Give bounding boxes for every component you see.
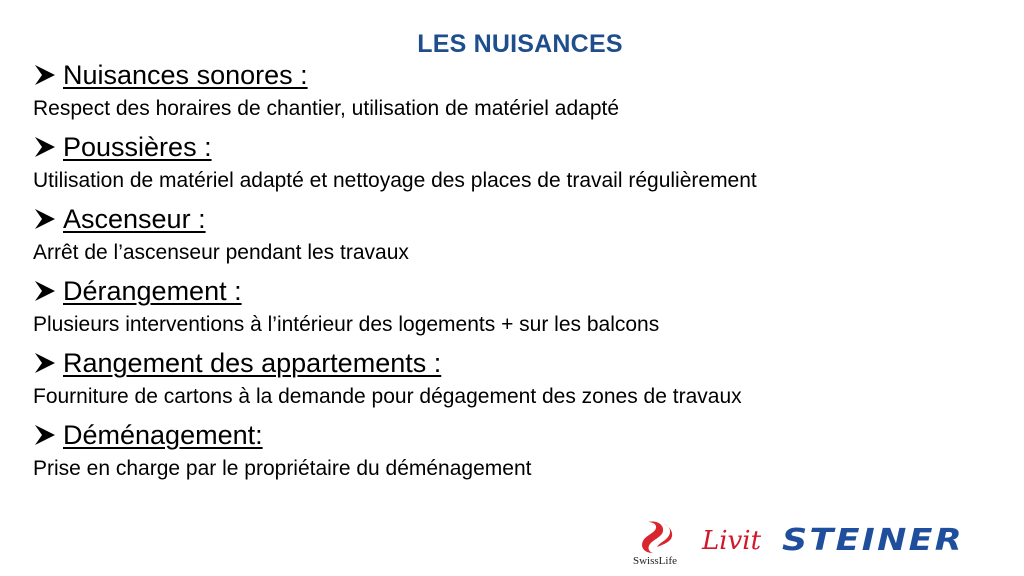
item-heading [33,415,993,455]
list-item [33,343,993,415]
item-description: Respect des horaires de chantier, utilisation de matériel adapté [33,97,620,120]
svg-text:SwissLife: SwissLife [633,555,677,567]
item-heading-text: Ascenseur : [63,204,206,234]
item-description: Prise en charge par le propriétaire du déménagement [33,457,532,480]
item-heading-text: Dérangement : [63,276,242,306]
list-item [33,415,993,487]
partner-logos [630,518,970,568]
arrowhead-bullet-icon [33,279,57,303]
item-heading-text: Nuisances sonores : [63,60,308,90]
svg-text:Livit: Livit [702,526,762,556]
item-heading [33,343,993,383]
page-title: LES NUISANCES [417,30,623,58]
arrowhead-bullet-icon [33,135,57,159]
livit-logo [698,522,782,558]
arrowhead-bullet-icon [33,351,57,375]
item-heading-text: Déménagement: [63,420,263,450]
item-heading [33,271,993,311]
item-heading [33,199,993,239]
nuisances-list [33,55,993,487]
arrowhead-bullet-icon [33,207,57,231]
svg-text:STEINER: STEINER [782,523,964,558]
item-heading-text: Poussières : [63,132,212,162]
swisslife-logo [630,518,692,568]
item-description: Plusieurs interventions à l’intérieur des logements + sur les balcons [33,313,660,336]
item-heading [33,55,993,95]
item-description: Fourniture de cartons à la demande pour dégagement des zones de travaux [33,385,742,408]
list-item [33,199,993,271]
item-description: Utilisation de matériel adapté et nettoyage des places de travail régulièrement [33,169,757,192]
arrowhead-bullet-icon [33,63,57,87]
item-heading-text: Rangement des appartements : [63,348,442,378]
list-item [33,271,993,343]
item-heading [33,127,993,167]
list-item [33,55,993,127]
item-description: Arrêt de l’ascenseur pendant les travaux [33,241,409,264]
list-item [33,127,993,199]
steiner-logo [782,522,967,558]
arrowhead-bullet-icon [33,423,57,447]
